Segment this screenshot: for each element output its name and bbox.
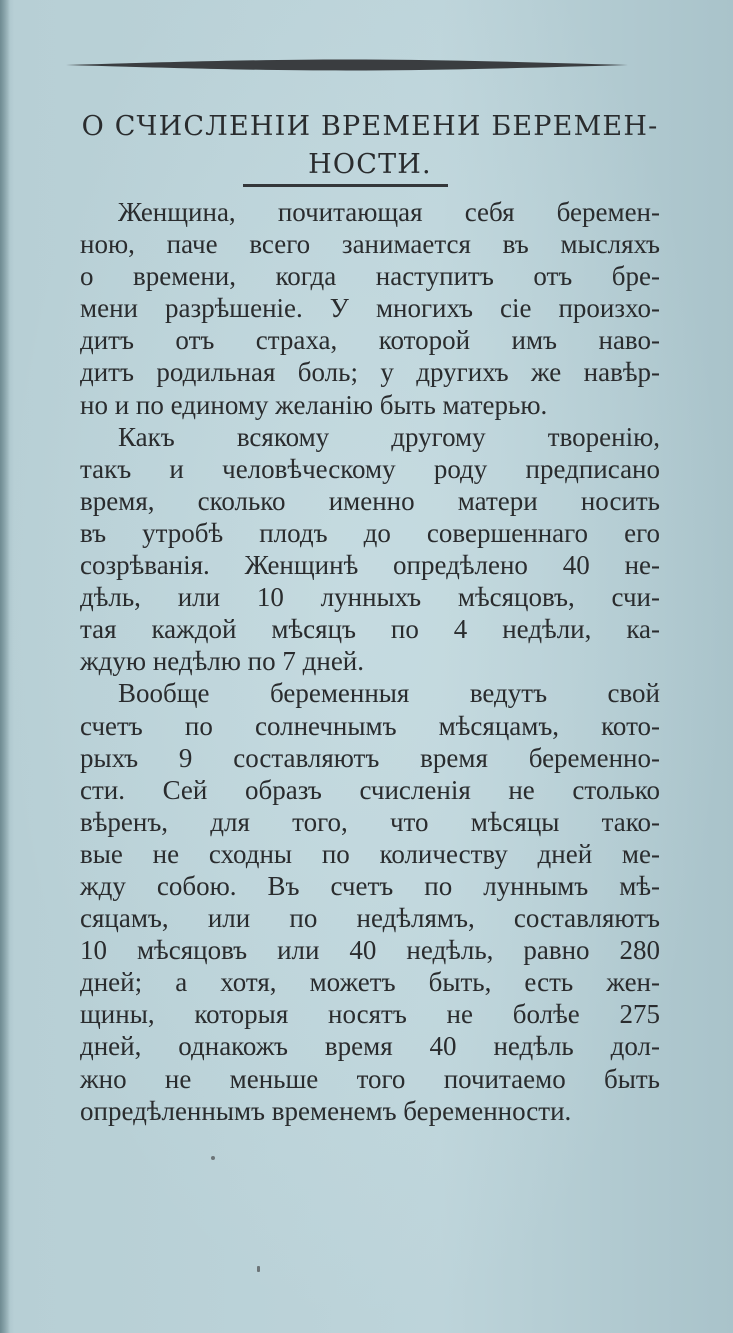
- text-line: тая каждой мѣсяцъ по 4 недѣли, ка-: [80, 614, 660, 645]
- text-line: жду собою. Въ счетъ по луннымъ мѣ-: [80, 870, 660, 901]
- text-line: созрѣванія. Женщинѣ опредѣлено 40 не-: [80, 550, 660, 581]
- text-line: Женщина, почитающая себя беремен-: [118, 197, 660, 227]
- text-line: но и по единому желанію быть матерью.: [80, 389, 548, 420]
- text-line: дитъ родильная боль; у другихъ же навѣр-: [80, 357, 660, 388]
- text-line: рыхъ 9 составляютъ время беременно-: [80, 742, 660, 773]
- text-line: сяцамъ, или по недѣлямъ, составляютъ: [80, 903, 660, 934]
- chapter-title-line-2: НОСТИ.: [308, 149, 432, 180]
- chapter-title-line-1: О СЧИСЛЕНІИ ВРЕМЕНИ БЕРЕМЕН-: [81, 111, 659, 142]
- text-line: время, сколько именно матери носить: [80, 485, 660, 516]
- paper-speck: [257, 1266, 260, 1272]
- text-line: вѣренъ, для того, что мѣсяцы тако-: [80, 806, 660, 837]
- text-line: дней, однакожъ время 40 недѣль дол-: [80, 1031, 660, 1062]
- text-line: Вообще беременныя ведутъ свой: [118, 678, 660, 709]
- text-line: о времени, когда наступитъ отъ бре-: [80, 261, 660, 292]
- text-line: дѣль, или 10 лунныхъ мѣсяцовъ, счи-: [80, 582, 660, 613]
- text-line: щины, которыя носятъ не болѣе 275: [80, 999, 660, 1030]
- text-line: жно не меньше того почитаемо быть: [80, 1063, 660, 1094]
- page-shadow-edge: [0, 0, 10, 1333]
- text-line: ждую недѣлю по 7 дней.: [80, 646, 365, 677]
- text-line: такъ и человѣческому роду предписано: [80, 453, 660, 484]
- title-underline-rule: [243, 184, 448, 187]
- text-line: сти. Сей образъ счисленія не столько: [80, 774, 660, 805]
- text-line: въ утробѣ плодъ до совершеннаго его: [80, 517, 660, 548]
- text-line: мени разрѣшеніе. У многихъ сіе произхо-: [80, 293, 660, 324]
- decorative-top-rule: [66, 58, 628, 72]
- text-line: Какъ всякому другому творенію,: [118, 421, 660, 452]
- text-line: ною, паче всего занимается въ мысляхъ: [80, 229, 660, 260]
- body-text: [80, 196, 660, 1127]
- chapter-title: [50, 108, 690, 184]
- text-line: вые не сходны по количеству дней ме-: [80, 838, 660, 869]
- text-line: дитъ отъ страха, которой имъ наво-: [80, 325, 660, 356]
- text-line: 10 мѣсяцовъ или 40 недѣль, равно 280: [80, 935, 660, 966]
- paper-speck: [211, 1156, 215, 1160]
- text-line: опредѣленнымъ временемъ беременности.: [80, 1095, 572, 1126]
- text-line: дней; а хотя, можетъ быть, есть жен-: [80, 967, 660, 998]
- text-line: счетъ по солнечнымъ мѣсяцамъ, кото-: [80, 710, 660, 741]
